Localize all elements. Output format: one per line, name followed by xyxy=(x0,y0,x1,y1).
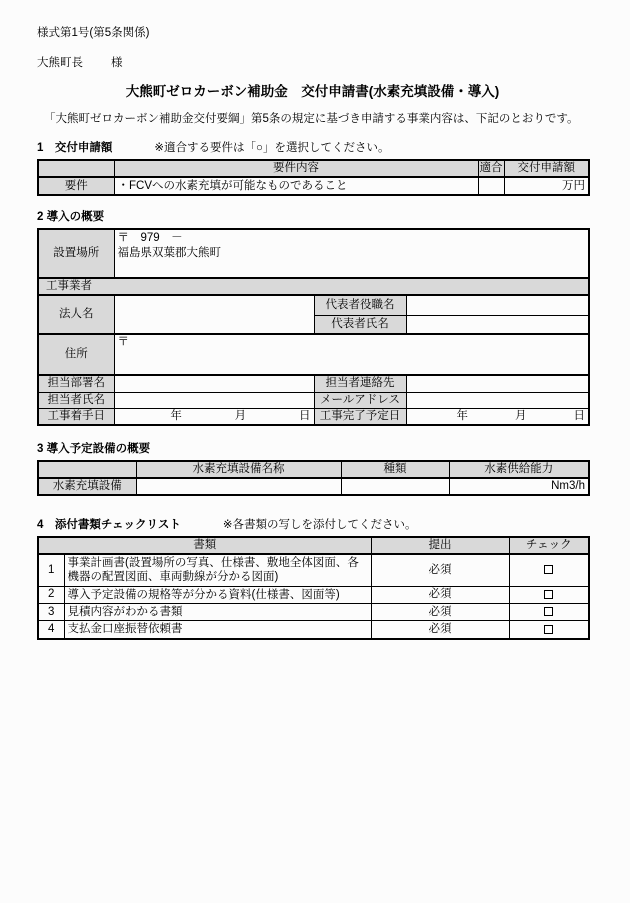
table-row xyxy=(38,229,589,278)
addressee-line xyxy=(37,56,630,71)
form-code: 様式第1号(第5条関係) xyxy=(37,27,150,39)
contractor-band: 工事業者 xyxy=(38,278,589,295)
rep-title-label: 代表者役職名 xyxy=(314,295,406,315)
location-input-cell[interactable] xyxy=(114,229,589,278)
person-input-cell[interactable] xyxy=(114,392,314,408)
end-date-input-cell[interactable] xyxy=(406,408,589,425)
table-row xyxy=(38,621,589,639)
location-address-line: 福島県双葉郡大熊町 xyxy=(117,247,221,260)
amount-input-cell[interactable]: 万円 xyxy=(504,177,589,195)
start-date-input-cell[interactable] xyxy=(114,408,314,425)
table-row xyxy=(38,586,589,603)
submit-required: 必須 xyxy=(371,604,509,621)
day-unit: 日 xyxy=(298,409,311,422)
email-label: メールアドレス xyxy=(314,392,406,408)
header-amount: 交付申請額 xyxy=(504,160,589,177)
checkbox-icon[interactable] xyxy=(544,590,553,599)
section3-heading: 3 導入予定設備の概要 xyxy=(37,443,151,456)
corp-name-input-cell[interactable] xyxy=(114,295,314,334)
header-supply-capacity: 水素供給能力 xyxy=(449,461,589,478)
section1-heading-row xyxy=(37,141,630,156)
checkbox-cell xyxy=(509,604,589,621)
table-row xyxy=(38,392,589,408)
table-header-row xyxy=(38,160,589,177)
contact-label: 担当者連絡先 xyxy=(314,375,406,392)
conform-select-cell[interactable] xyxy=(478,177,504,195)
postal-code-prefix: 〒 979 － xyxy=(117,232,183,245)
postal-mark: 〒 xyxy=(117,336,129,349)
capacity-input-cell[interactable]: Nm3/h xyxy=(449,478,589,495)
header-conform: 適合 xyxy=(478,160,504,177)
table-row xyxy=(38,375,589,392)
checkbox-cell xyxy=(509,586,589,603)
page-title: 大熊町ゼロカーボン補助金 交付申請書(水素充填設備・導入) xyxy=(125,83,500,99)
checkbox-icon[interactable] xyxy=(544,625,553,634)
rep-name-label: 代表者氏名 xyxy=(314,315,406,334)
row-number: 3 xyxy=(38,604,64,621)
checkbox-cell xyxy=(509,621,589,639)
table-row xyxy=(38,295,589,315)
rep-title-input-cell[interactable] xyxy=(406,295,589,315)
row-number: 1 xyxy=(38,554,64,586)
section4-heading-row xyxy=(37,518,630,533)
document-name: 見積内容がわかる書類 xyxy=(64,604,371,621)
equipment-name-input-cell[interactable] xyxy=(136,478,341,495)
row-number: 2 xyxy=(38,586,64,603)
equipment-row-label: 水素充填設備 xyxy=(38,478,136,495)
table-header-row xyxy=(38,537,589,554)
checkbox-icon[interactable] xyxy=(544,565,553,574)
table-row xyxy=(38,604,589,621)
year-unit: 年 xyxy=(456,409,468,422)
requirement-content-cell: ・FCVへの水素充填が可能なものであること xyxy=(114,177,478,195)
section3-heading-row xyxy=(37,442,630,457)
month-unit: 月 xyxy=(234,409,247,422)
addressee-suffix: 様 xyxy=(111,56,123,69)
table-row xyxy=(38,334,589,375)
year-unit: 年 xyxy=(170,409,182,422)
address-label: 住所 xyxy=(38,334,114,375)
table-row xyxy=(38,278,589,295)
corp-name-label: 法人名 xyxy=(38,295,114,334)
section1-heading: 1 交付申請額 xyxy=(37,142,113,155)
header-blank-cell xyxy=(38,461,136,478)
checkbox-icon[interactable] xyxy=(544,607,553,616)
header-blank-cell xyxy=(38,160,114,177)
header-requirement-content: 要件内容 xyxy=(114,160,478,177)
table-row xyxy=(38,408,589,425)
intro-text: 「大熊町ゼロカーボン補助金交付要綱」第5条の規定に基づき申請する事業内容は、下記のとおりです。 xyxy=(44,113,579,126)
header-check: チェック xyxy=(509,537,589,554)
section4-note: ※各書類の写しを添付してください。 xyxy=(222,518,417,531)
rep-name-input-cell[interactable] xyxy=(406,315,589,334)
submit-required: 必須 xyxy=(371,586,509,603)
dept-input-cell[interactable] xyxy=(114,375,314,392)
section4-heading: 4 添付書類チェックリスト xyxy=(37,518,181,531)
requirement-row-label: 要件 xyxy=(38,177,114,195)
submit-required: 必須 xyxy=(371,621,509,639)
month-unit: 月 xyxy=(515,409,527,422)
document-name: 支払金口座振替依頼書 xyxy=(64,621,371,639)
installation-overview-table xyxy=(37,228,590,426)
header-submit: 提出 xyxy=(371,537,509,554)
address-input-cell[interactable] xyxy=(114,334,589,375)
equipment-type-input-cell[interactable] xyxy=(341,478,449,495)
section2-heading: 2 導入の概要 xyxy=(37,211,105,224)
header-equipment-name: 水素充填設備名称 xyxy=(136,461,341,478)
table-row xyxy=(38,554,589,586)
attachment-checklist-table xyxy=(37,536,590,640)
row-number: 4 xyxy=(38,621,64,639)
day-unit: 日 xyxy=(573,409,585,422)
contact-input-cell[interactable] xyxy=(406,375,589,392)
header-documents: 書類 xyxy=(38,537,371,554)
submit-required: 必須 xyxy=(371,554,509,586)
document-name: 導入予定設備の規格等が分かる資料(仕様書、図面等) xyxy=(64,586,371,603)
person-label: 担当者氏名 xyxy=(38,392,114,408)
checkbox-cell xyxy=(509,554,589,586)
end-date-label: 工事完了予定日 xyxy=(314,408,406,425)
email-input-cell[interactable] xyxy=(406,392,589,408)
addressee: 大熊町長 xyxy=(37,56,83,69)
planned-equipment-table xyxy=(37,460,590,496)
document-name: 事業計画書(設置場所の写真、仕様書、敷地全体図面、各機器の配置図面、車両動線が分かる図面) xyxy=(64,554,371,586)
header-equipment-type: 種類 xyxy=(341,461,449,478)
table-row xyxy=(38,478,589,495)
section1-note: ※適合する要件は「○」を選択してください。 xyxy=(154,142,390,155)
location-label: 設置場所 xyxy=(38,229,114,278)
application-amount-table xyxy=(37,159,590,196)
section2-heading-row xyxy=(37,210,630,225)
start-date-label: 工事着手日 xyxy=(38,408,114,425)
dept-label: 担当部署名 xyxy=(38,375,114,392)
table-header-row xyxy=(38,461,589,478)
table-row xyxy=(38,177,589,195)
